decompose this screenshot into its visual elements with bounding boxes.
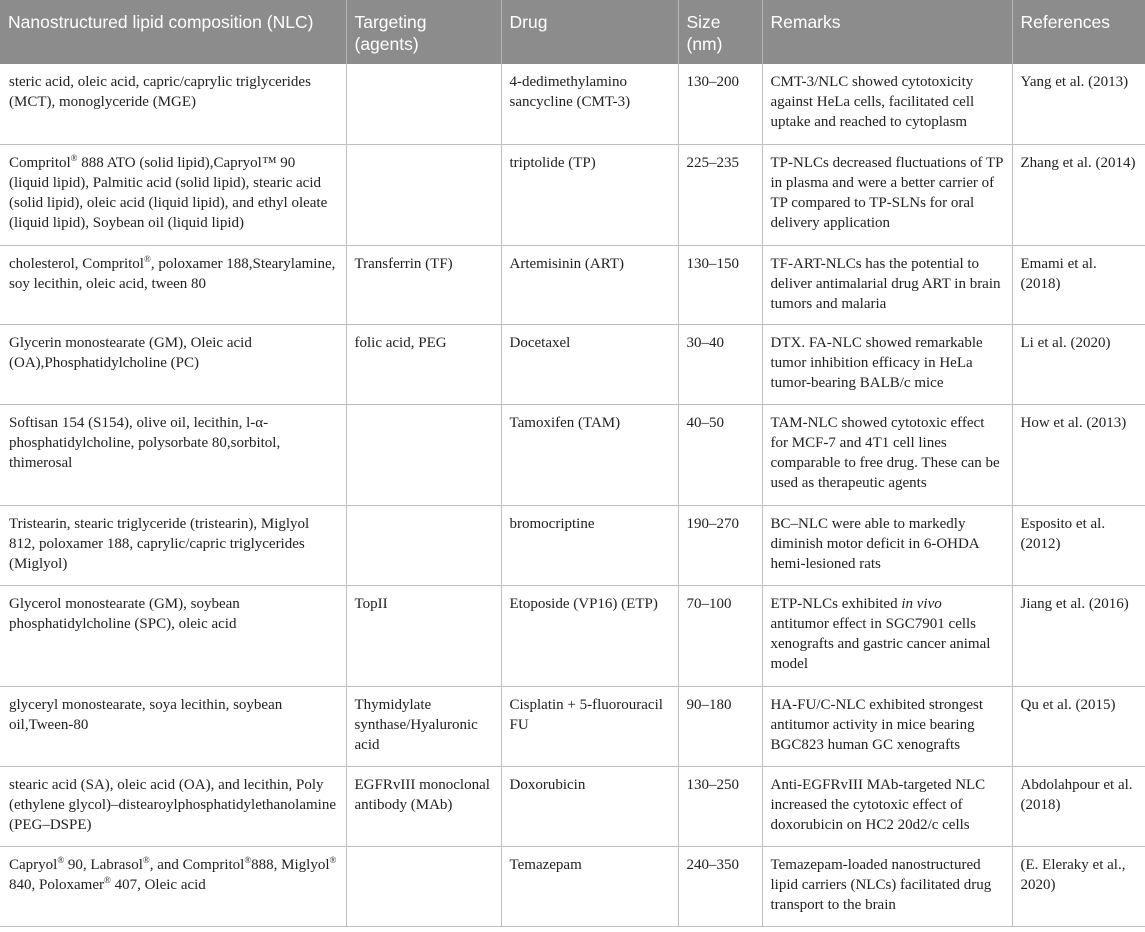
cell-drug: Doxorubicin xyxy=(501,766,678,846)
remarks-text: ETP-NLCs exhibited xyxy=(770,595,902,612)
cell-composition: Tristearin, stearic triglyceride (tristearin), Miglyol 812, poloxamer 188, caprylic/capric triglycerides (Miglyol) xyxy=(0,505,346,585)
table-row xyxy=(0,846,1145,926)
cell-remarks: Anti-EGFRvIII MAb-targeted NLC increased the cytotoxic effect of doxorubicin on HC2 20d2/c cells xyxy=(762,766,1012,846)
cell-targeting xyxy=(346,64,501,144)
cell-drug: Artemisinin (ART) xyxy=(501,245,678,324)
cell-remarks: CMT-3/NLC showed cytotoxicity against HeLa cells, facilitated cell uptake and reached to cytoplasm xyxy=(762,64,1012,144)
cell-targeting: TopII xyxy=(346,585,501,686)
cell-remarks: HA-FU/C-NLC exhibited strongest antitumor activity in mice bearing BGC823 human GC xenografts xyxy=(762,686,1012,766)
cell-drug: Tamoxifen (TAM) xyxy=(501,404,678,505)
cell-reference: (E. Eleraky et al., 2020) xyxy=(1012,846,1145,926)
table-row xyxy=(0,404,1145,505)
cell-size: 225–235 xyxy=(678,144,762,245)
cell-size: 130–200 xyxy=(678,64,762,144)
header-drug: Drug xyxy=(501,0,678,64)
composition-text: 888 ATO (solid lipid),Capryol™ 90 (liquid lipid), Palmitic acid (solid lipid), stearic acid (solid lipid), oleic acid (liquid lipid), and ethyl oleate (liquid lipid), Soybean oil (liquid lipid) xyxy=(9,154,328,231)
cell-size: 40–50 xyxy=(678,404,762,505)
cell-size: 90–180 xyxy=(678,686,762,766)
registered-mark: ® xyxy=(143,253,151,264)
table-row xyxy=(0,64,1145,144)
header-remarks: Remarks xyxy=(762,0,1012,64)
cell-targeting xyxy=(346,505,501,585)
cell-reference: How et al. (2013) xyxy=(1012,404,1145,505)
table-row xyxy=(0,245,1145,324)
composition-text: 90, Labrasol xyxy=(64,856,143,873)
cell-targeting: Thymidylate synthase/Hyaluronic acid xyxy=(346,686,501,766)
registered-mark: ® xyxy=(142,854,150,865)
composition-text: 840, Poloxamer xyxy=(9,876,104,893)
cell-reference: Qu et al. (2015) xyxy=(1012,686,1145,766)
cell-reference: Li et al. (2020) xyxy=(1012,324,1145,404)
cell-remarks xyxy=(762,585,1012,686)
cell-size: 70–100 xyxy=(678,585,762,686)
cell-remarks: DTX. FA-NLC showed remarkable tumor inhibition efficacy in HeLa tumor-bearing BALB/c mice xyxy=(762,324,1012,404)
cell-composition: Softisan 154 (S154), olive oil, lecithin, l-α-phosphatidylcholine, polysorbate 80,sorbitol, thimerosal xyxy=(0,404,346,505)
table-row xyxy=(0,144,1145,245)
remarks-italic-text: in vivo xyxy=(901,595,942,612)
table-row xyxy=(0,324,1145,404)
remarks-text: antitumor effect in SGC7901 cells xenografts and gastric cancer animal model xyxy=(770,615,991,672)
cell-reference: Abdolahpour et al. (2018) xyxy=(1012,766,1145,846)
registered-mark: ® xyxy=(57,854,65,865)
cell-drug: Temazepam xyxy=(501,846,678,926)
cell-composition xyxy=(0,144,346,245)
cell-targeting: Transferrin (TF) xyxy=(346,245,501,324)
registered-mark: ® xyxy=(329,854,337,865)
registered-mark: ® xyxy=(104,874,111,885)
cell-targeting: EGFRvIII monoclonal antibody (MAb) xyxy=(346,766,501,846)
cell-drug: bromocriptine xyxy=(501,505,678,585)
composition-text: cholesterol, Compritol xyxy=(9,255,144,272)
cell-composition: Glycerin monostearate (GM), Oleic acid (OA),Phosphatidylcholine (PC) xyxy=(0,324,346,404)
cell-composition: steric acid, oleic acid, capric/caprylic triglycerides (MCT), monoglyceride (MGE) xyxy=(0,64,346,144)
table-row xyxy=(0,686,1145,766)
composition-text: 407, Oleic acid xyxy=(110,876,206,893)
cell-composition xyxy=(0,846,346,926)
cell-reference: Esposito et al. (2012) xyxy=(1012,505,1145,585)
cell-composition xyxy=(0,245,346,324)
cell-reference: Emami et al. (2018) xyxy=(1012,245,1145,324)
composition-text: , poloxamer 188,Stearylamine, soy lecithin, oleic acid, tween 80 xyxy=(9,255,336,292)
cell-drug: triptolide (TP) xyxy=(501,144,678,245)
cell-composition: stearic acid (SA), oleic acid (OA), and lecithin, Poly (ethylene glycol)–distearoylphosphatidylethanolamine (PEG–DSPE) xyxy=(0,766,346,846)
cell-reference: Jiang et al. (2016) xyxy=(1012,585,1145,686)
cell-targeting xyxy=(346,846,501,926)
cell-remarks: TP-NLCs decreased fluctuations of TP in plasma and were a better carrier of TP compared to TP-SLNs for oral delivery application xyxy=(762,144,1012,245)
header-composition: Nanostructured lipid composition (NLC) xyxy=(0,0,346,64)
composition-text: Compritol xyxy=(9,154,71,171)
cell-size: 130–250 xyxy=(678,766,762,846)
cell-size: 130–150 xyxy=(678,245,762,324)
cell-drug: Cisplatin + 5-fluorouracil FU xyxy=(501,686,678,766)
cell-size: 240–350 xyxy=(678,846,762,926)
table-row xyxy=(0,766,1145,846)
cell-drug: 4-dedimethylamino sancycline (CMT-3) xyxy=(501,64,678,144)
header-references: References xyxy=(1012,0,1145,64)
table-row xyxy=(0,505,1145,585)
table-row xyxy=(0,585,1145,686)
cell-size: 190–270 xyxy=(678,505,762,585)
table-header-row xyxy=(0,0,1145,64)
composition-text: 888, Miglyol xyxy=(251,856,330,873)
header-targeting: Targeting (agents) xyxy=(346,0,501,64)
cell-remarks: TF-ART-NLCs has the potential to deliver antimalarial drug ART in brain tumors and malaria xyxy=(762,245,1012,324)
cell-targeting: folic acid, PEG xyxy=(346,324,501,404)
cell-composition: Glycerol monostearate (GM), soybean phosphatidylcholine (SPC), oleic acid xyxy=(0,585,346,686)
cell-targeting xyxy=(346,144,501,245)
cell-composition: glyceryl monostearate, soya lecithin, soybean oil,Tween-80 xyxy=(0,686,346,766)
cell-reference: Yang et al. (2013) xyxy=(1012,64,1145,144)
header-size: Size (nm) xyxy=(678,0,762,64)
registered-mark: ® xyxy=(70,152,78,163)
cell-drug: Etoposide (VP16) (ETP) xyxy=(501,585,678,686)
cell-remarks: BC–NLC were able to markedly diminish motor deficit in 6-OHDA hemi-lesioned rats xyxy=(762,505,1012,585)
cell-reference: Zhang et al. (2014) xyxy=(1012,144,1145,245)
cell-targeting xyxy=(346,404,501,505)
cell-size: 30–40 xyxy=(678,324,762,404)
composition-text: , and Compritol xyxy=(149,856,245,873)
composition-text: Capryol xyxy=(9,856,58,873)
registered-mark: ® xyxy=(244,854,252,865)
cell-drug: Docetaxel xyxy=(501,324,678,404)
cell-remarks: TAM-NLC showed cytotoxic effect for MCF-7 and 4T1 cell lines comparable to free drug. These can be used as therapeutic agents xyxy=(762,404,1012,505)
cell-remarks: Temazepam-loaded nanostructured lipid carriers (NLCs) facilitated drug transport to the brain xyxy=(762,846,1012,926)
